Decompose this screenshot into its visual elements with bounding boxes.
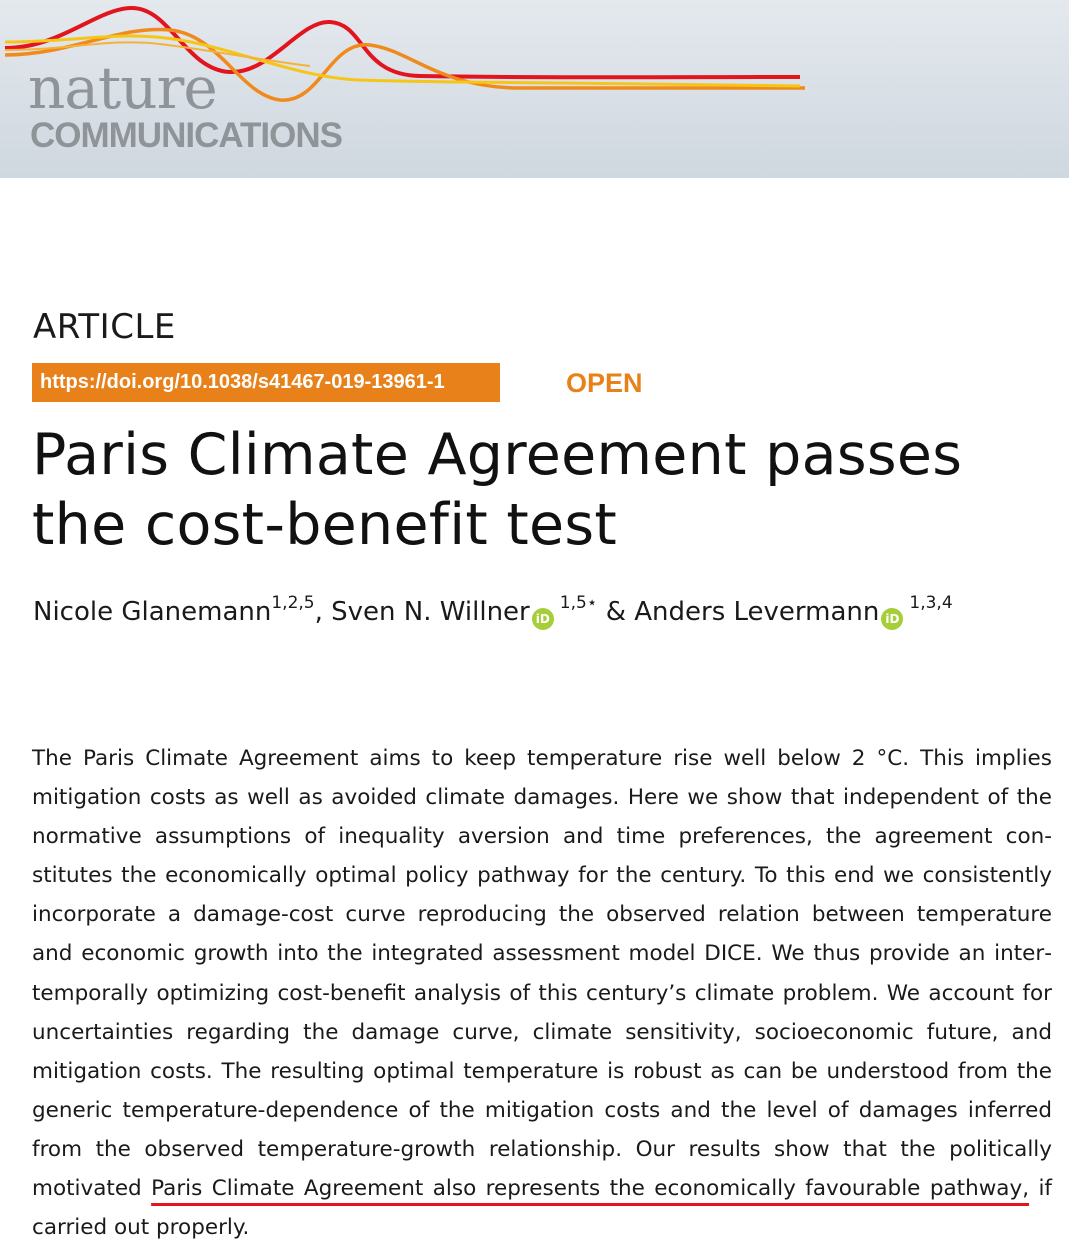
author-name[interactable]: Sven N. Willner bbox=[331, 597, 530, 627]
author-affiliation: 1,3,4 bbox=[909, 593, 953, 613]
author-list bbox=[33, 593, 953, 631]
brand-communications-wordmark: COMMUNICATIONS bbox=[30, 116, 342, 155]
author-name[interactable]: Nicole Glanemann bbox=[33, 597, 272, 627]
doi-link[interactable]: https://doi.org/10.1038/s41467-019-13961-1 bbox=[32, 363, 500, 402]
article-type-label: ARTICLE bbox=[33, 307, 176, 347]
author-affiliation: 1,5⋆ bbox=[559, 593, 598, 613]
author-affiliation: 1,2,5 bbox=[271, 593, 315, 613]
abstract-text: if carried out properly. bbox=[32, 1176, 1052, 1241]
abstract-highlight: Paris Climate Agreement also represents the economically favourable pathway, bbox=[151, 1176, 1030, 1202]
brand-nature-wordmark: nature bbox=[28, 54, 217, 122]
journal-masthead bbox=[0, 0, 1069, 178]
orcid-icon[interactable]: iD bbox=[881, 608, 903, 630]
abstract-text: The Paris Climate Agreement aims to keep temperature rise well below 2 °C. This implies mitigation costs as well as avoided climate damages. Here we show that independent of the normative assumptions of inequality aversion and time preferences, the agreement constitutes the economically optimal policy pathway for the century. To this end we consistently incorporate a damage-cost curve reproducing the observed relation between temperature and economic growth into the integrated assessment model DICE. We thus provide an intertemporally optimizing cost-benefit analysis of this century’s climate problem. We account for uncertainties regarding the damage curve, climate sensitivity, socioeconomic future, and mitigation costs. The resulting optimal temperature is robust as can be understood from the generic temperature-dependence of the mitigation costs and the level of damages inferred from the observed temperature-growth relationship. Our results show that the politically motivated bbox=[32, 746, 1052, 1202]
abstract-paragraph bbox=[32, 739, 1052, 1247]
orcid-icon[interactable]: iD bbox=[532, 608, 554, 630]
open-access-label: OPEN bbox=[566, 368, 643, 398]
article-title: Paris Climate Agreement passes the cost-benefit test bbox=[32, 422, 963, 558]
author-separator: , bbox=[314, 597, 332, 627]
author-separator: & bbox=[597, 597, 635, 627]
author-name[interactable]: Anders Levermann bbox=[634, 597, 880, 627]
